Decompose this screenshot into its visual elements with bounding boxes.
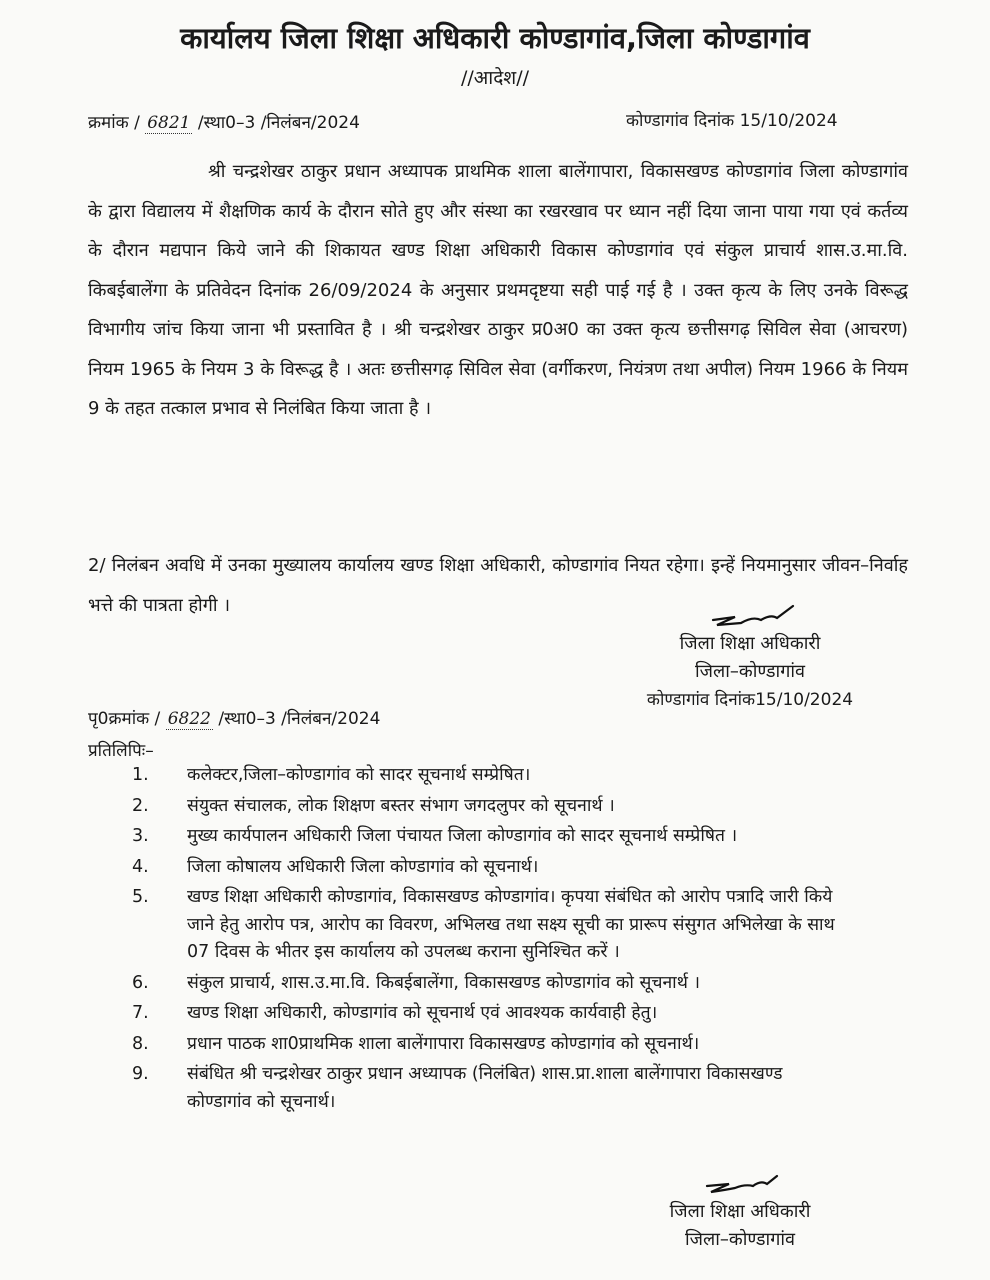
list-item: 2. संयुक्त संचालक, लोक शिक्षण बस्तर संभाग जगदलुपर को सूचनार्थ । xyxy=(132,795,615,816)
order-heading: //आदेश// xyxy=(460,67,530,89)
signatory-designation: जिला शिक्षा अधिकारी xyxy=(669,1201,811,1222)
signature-place-date: कोण्डागांव दिनांक15/10/2024 xyxy=(646,690,854,710)
signature-icon xyxy=(695,600,805,630)
endorsement-ref-prefix: पृ0क्रमांक / xyxy=(88,709,161,729)
signature-block-2 xyxy=(630,1168,850,1254)
list-item: 5. खण्ड शिक्षा अधिकारी कोण्डागांव, विकासखण्ड कोण्डागांव। कृपया संबंधित को आरोप पत्रादि जारी किये जाने हेतु आरोप पत्र, आरोप का विवरण, अभिलख तथा सक्ष्य सूची का प्रारूप संसुगत अभिलेखा के साथ 07 दिवस के भीतर इस कार्यालय को उपलब्ध कराना सुनिश्चित करें । xyxy=(132,887,835,962)
order-paragraph-2: 2/ निलंबन अवधि में उनका मुख्यालय कार्यालय खण्ड शिक्षा अधिकारी, कोण्डागांव नियत रहेगा। इन्हें नियमानुसार जीवन–निर्वाह भत्ते की पात्रता होगी । xyxy=(88,555,908,616)
copy-to-label: प्रतिलिपिः– xyxy=(88,741,154,761)
order-ref-prefix: क्रमांक / xyxy=(88,113,140,133)
list-item: 9. संबंधित श्री चन्द्रशेखर ठाकुर प्रधान अध्यापक (निलंबित) शास.प्रा.शाला बालेंगापारा विकासखण्ड कोण्डागांव को सूचनार्थ। xyxy=(132,1064,783,1112)
signatory-district: जिला–कोण्डागांव xyxy=(694,661,805,682)
order-paragraph-1: श्री चन्द्रशेखर ठाकुर प्रधान अध्यापक प्राथमिक शाला बालेंगापारा, विकासखण्ड कोण्डागांव जिला कोण्डागांव के द्वारा विद्यालय में शैक्षणिक कार्य के दौरान सोते हुए और संस्था का रखरखाव पर ध्यान नहीं दिया जाना पाया गया एवं कर्तव्य के दौरान मद्यपान किये जाने की शिकायत खण्ड शिक्षा अधिकारी विकास कोण्डागांव एवं संकुल प्राचार्य शास.उ.मा.वि. किबईबालेंगा के प्रतिवेदन दिनांक 26/09/2024 के अनुसार प्रथमदृष्टया सही पाई गई है । उक्त कृत्य के लिए उनके विरूद्ध विभागीय जांच किया जाना भी प्रस्तावित है । श्री चन्द्रशेखर ठाकुर प्र0अ0 का उक्त कृत्य छत्तीसगढ़ सिविल सेवा (आचरण) नियम 1965 के नियम 3 के विरूद्ध है । अतः छत्तीसगढ़ सिविल सेवा (वर्गीकरण, नियंत्रण तथा अपील) नियम 1966 के नियम 9 के तहत तत्काल प्रभाव से निलंबित किया जाता है । xyxy=(88,161,908,419)
endorsement-number: 6822 xyxy=(167,709,211,729)
order-date: 15/10/2024 xyxy=(739,111,838,131)
list-item: 1. कलेक्टर,जिला–कोण्डागांव को सादर सूचनार्थ सम्प्रेषित। xyxy=(132,765,531,785)
copy-to-list xyxy=(132,762,852,1119)
order-reference xyxy=(88,110,360,133)
order-ref-suffix: /स्था0–3 /निलंबन/2024 xyxy=(197,113,360,133)
office-title: कार्यालय जिला शिक्षा अधिकारी कोण्डागांव,जिला कोण्डागांव xyxy=(180,21,810,55)
endorsement-ref-suffix: /स्था0–3 /निलंबन/2024 xyxy=(218,709,381,729)
order-place-date xyxy=(626,108,838,131)
signature-block-1 xyxy=(640,600,860,714)
signatory-designation: जिला शिक्षा अधिकारी xyxy=(679,633,821,654)
signature-icon xyxy=(685,1168,795,1198)
list-item: 7. खण्ड शिक्षा अधिकारी, कोण्डागांव को सूचनार्थ एवं आवश्यक कार्यवाही हेतु। xyxy=(132,1003,658,1023)
list-item: 6. संकुल प्राचार्य, शास.उ.मा.वि. किबईबालेंगा, विकासखण्ड कोण्डागांव को सूचनार्थ । xyxy=(132,972,701,993)
place-date-label: कोण्डागांव दिनांक xyxy=(626,111,735,131)
list-item: 3. मुख्य कार्यपालन अधिकारी जिला पंचायत जिला कोण्डागांव को सादर सूचनार्थ सम्प्रेषित । xyxy=(132,826,738,846)
list-item: 8. प्रधान पाठक शा0प्राथमिक शाला बालेंगापारा विकासखण्ड कोण्डागांव को सूचनार्थ। xyxy=(132,1033,700,1054)
order-number: 6821 xyxy=(147,113,191,133)
signatory-district: जिला–कोण्डागांव xyxy=(684,1229,795,1250)
endorsement-reference xyxy=(88,706,380,729)
list-item: 4. जिला कोषालय अधिकारी जिला कोण्डागांव को सूचनार्थ। xyxy=(132,856,539,877)
